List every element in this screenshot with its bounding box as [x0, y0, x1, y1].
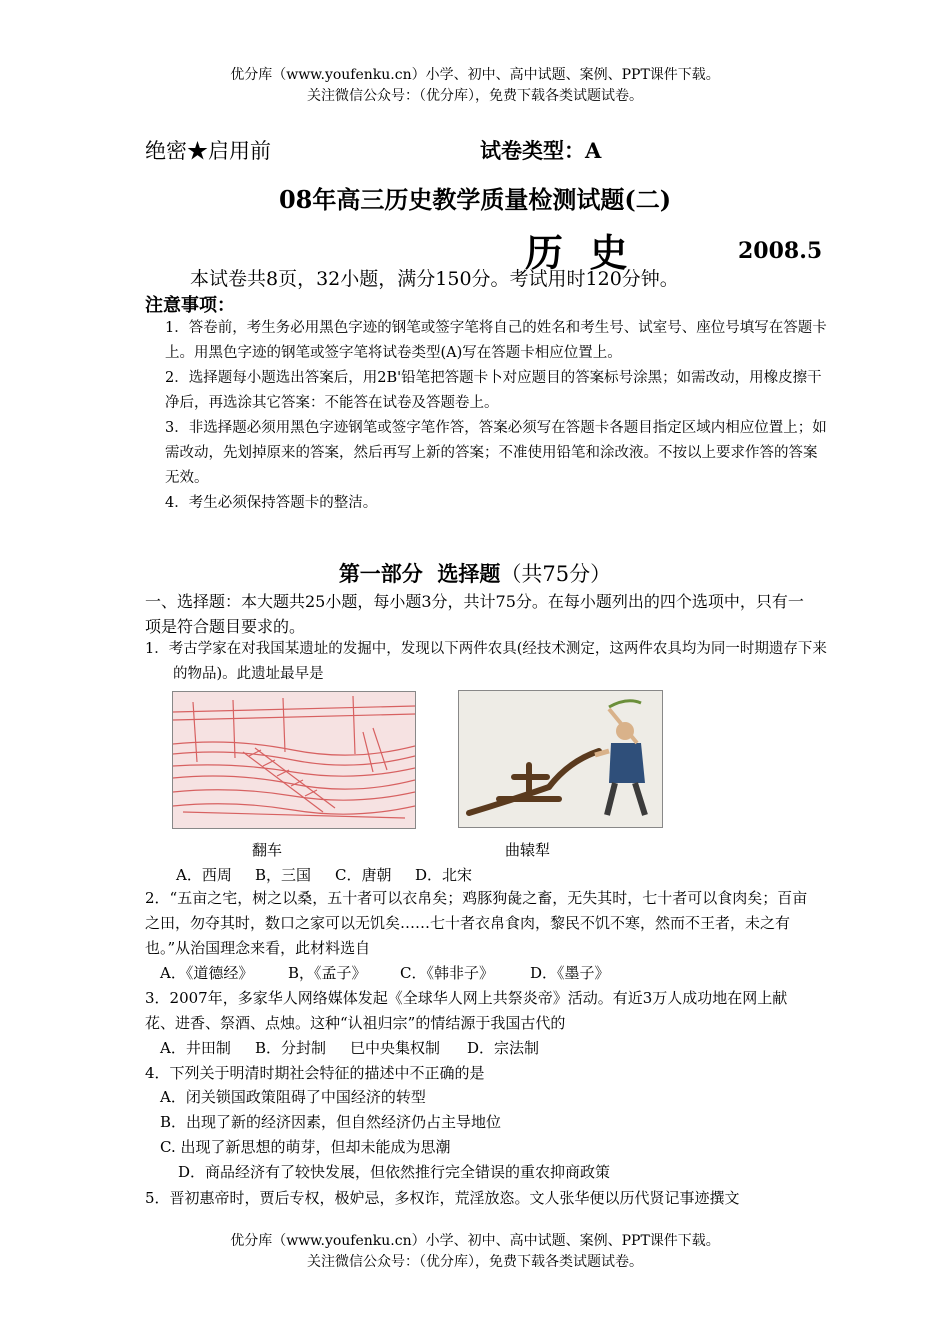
q4-option-b[interactable]: B．出现了新的经济因素，但自然经济仍占主导地位 [160, 1113, 502, 1131]
q2-option-b[interactable]: B，《孟子》 [288, 964, 367, 982]
q4-option-c[interactable]: C. 出现了新思想的萌芽，但却未能成为思潮 [160, 1138, 451, 1156]
notice-item-3: 3．非选择题必须用黑色字迹钢笔或签字笔作答，答案必须写在答题卡各题目指定区域内相应位置上；如需改动，先划掉原来的答案，然后再写上新的答案；不准使用铅笔和涂改液。不按以上要求作答的答案无效。 [165, 420, 827, 486]
q3-option-d[interactable]: D．宗法制 [467, 1039, 540, 1057]
exam-type-label: 试卷类型：A [480, 138, 602, 163]
quyuanli-caption: 曲辕犁 [505, 841, 551, 859]
notice-heading: 注意事项： [145, 295, 235, 316]
q4-option-a[interactable]: A．闭关锁国政策阻碍了中国经济的转型 [160, 1088, 426, 1106]
fanche-illustration [173, 692, 415, 828]
q2-option-c[interactable]: C．《韩非子》 [400, 964, 494, 982]
question-5-stem: 5．晋初惠帝时，贾后专权，极妒忌，多权诈，荒淫放恣。文人张华便以历代贤记事迹撰文 [145, 1189, 740, 1207]
q1-option-b[interactable]: B，三国 [255, 866, 312, 884]
question-2-stem: 2．“五亩之宅，树之以桑，五十者可以衣帛矣；鸡豚狗彘之畜，无失其时，七十者可以食肉矣；百亩之田，勿夺其时，数口之家可以无饥矣……七十者衣帛食肉，黎民不饥不寒，然而不王者，未之有也。”从治国理念来看，此材料选自 [145, 889, 808, 957]
q1-option-d[interactable]: D．北宋 [415, 866, 473, 884]
q4-option-d[interactable]: D．商品经济有了较快发展，但依然推行完全错误的重农抑商政策 [178, 1163, 611, 1181]
notice-item-1: 1．答卷前，考生务必用黑色字迹的钢笔或签字笔将自己的姓名和考生号、试室号、座位号填写在答题卡上。用黑色字迹的钢笔或签字笔将试卷类型(A)写在答题卡相应位置上。 [165, 320, 827, 361]
q1-option-c[interactable]: C．唐朝 [335, 866, 392, 884]
footer-line-1: 优分库（www.youfenku.cn）小学、初中、高中试题、案例、PPT课件下载。 [230, 1233, 720, 1249]
part1-heading: 第一部分 选择题 [338, 561, 501, 586]
question-4-stem: 4．下列关于明清时期社会特征的描述中不正确的是 [145, 1064, 485, 1082]
quyuanli-illustration [459, 691, 662, 827]
footer-line-2: 关注微信公众号：（优分库），免费下载各类试题试卷。 [307, 1254, 643, 1270]
quyuanli-image [458, 690, 663, 828]
q1-option-a[interactable]: A．西周 [176, 866, 232, 884]
header-line-1: 优分库（www.youfenku.cn）小学、初中、高中试题、案例、PPT课件下载。 [230, 67, 720, 83]
exam-title: 08年高三历史教学质量检测试题(二) [278, 185, 672, 214]
part1-heading-row [0, 558, 950, 588]
header-line-2: 关注微信公众号：（优分库），免费下载各类试题试卷。 [307, 88, 643, 104]
q3-option-b[interactable]: B．分封制 [255, 1039, 327, 1057]
q3-option-a[interactable]: A．井田制 [160, 1039, 231, 1057]
part1-instruction: 一、选择题：本大题共25小题，每小题3分，共计75分。在每小题列出的四个选项中，只有一项是符合题目要求的。 [145, 592, 804, 636]
notice-item-4: 4．考生必须保持答题卡的整洁。 [165, 495, 378, 511]
notice-item-2: 2．选择题每小题选出答案后，用2B'铅笔把答题卡卜对应题目的答案标号涂黑；如需改动，用橡皮擦干净后，再选涂其它答案：不能答在试卷及答题卷上。 [165, 370, 822, 411]
exam-summary: 本试卷共8页，32小题，满分150分。考试用时120分钟。 [190, 268, 679, 290]
fanche-caption: 翻车 [252, 841, 283, 859]
subject-title: 历 史 [525, 230, 628, 275]
q2-option-d[interactable]: D．《墨子》 [530, 964, 610, 982]
q2-option-a[interactable]: A．《道德经》 [160, 964, 254, 982]
part1-score: （共75分） [500, 562, 612, 586]
question-1-stem: 1．考古学家在对我国某遗址的发掘中，发现以下两件农具(经技术测定，这两件农具均为同一时期遗存下来的物品)。此遗址最早是 [145, 641, 827, 682]
exam-date: 2008.5 [738, 238, 823, 264]
question-3-stem: 3．2007年，多家华人网络媒体发起《全球华人网上共祭炎帝》活动。有近3万人成功地在网上献花、进香、祭酒、点烛。这种“认祖归宗”的情结源于我国古代的 [145, 989, 788, 1032]
q3-option-c[interactable]: 巳中央集权制 [350, 1039, 441, 1057]
fanche-image [172, 691, 416, 829]
secret-label: 绝密★启用前 [145, 139, 271, 163]
